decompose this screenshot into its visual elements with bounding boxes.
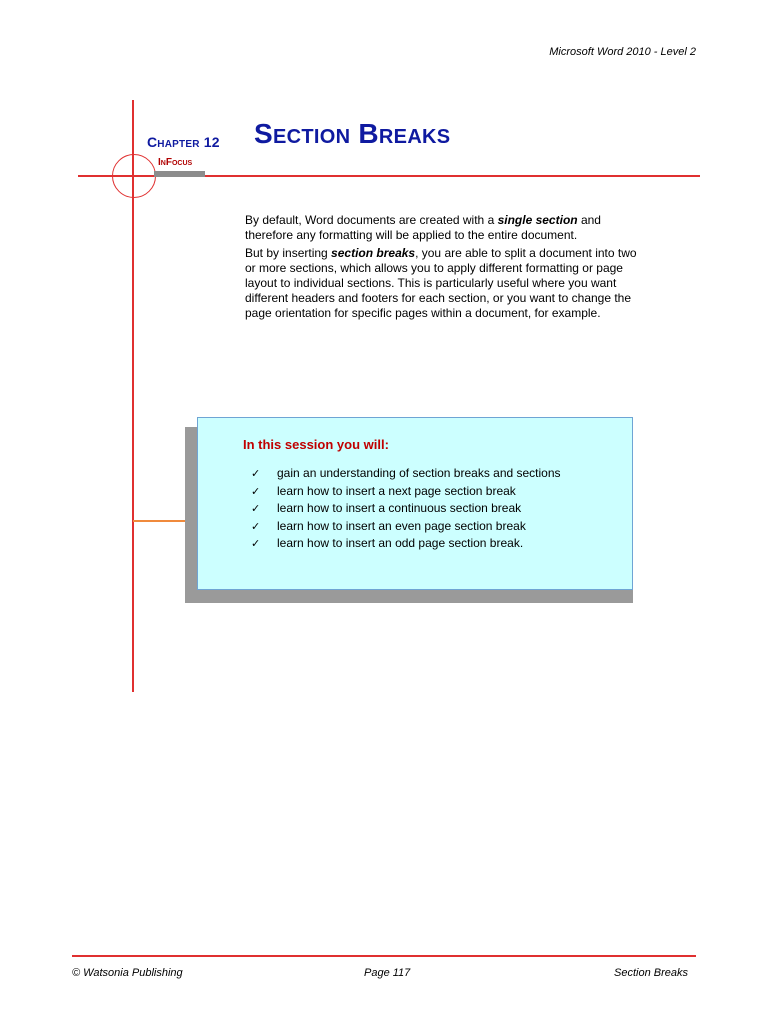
intro-p2-emphasis: section breaks — [331, 246, 416, 260]
list-item-text: learn how to insert an odd page section break. — [277, 536, 524, 550]
list-item — [251, 500, 561, 518]
session-heading: In this session you will: — [243, 437, 389, 452]
intro-p1-emphasis: single section — [497, 213, 578, 227]
intro-paragraph-2 — [245, 246, 640, 321]
footer-section-title: Section Breaks — [614, 967, 688, 979]
intro-text — [245, 213, 640, 324]
list-item — [251, 483, 561, 501]
chapter-label: Chapter 12 — [147, 134, 220, 150]
session-objectives-list — [251, 465, 561, 553]
list-item-text: learn how to insert a next page section break — [277, 483, 516, 498]
infocus-bar — [154, 171, 205, 177]
infocus-label: InFocus — [158, 157, 193, 168]
intro-p1-text-end: and therefore any formatting will be applied to the entire document. — [245, 213, 601, 242]
page-title: Section Breaks — [254, 118, 451, 149]
checkmark-icon: ✓ — [251, 484, 261, 498]
intro-p1-text: By default, Word documents are created with a — [245, 213, 498, 227]
checkmark-icon: ✓ — [251, 519, 261, 533]
footer-rule — [72, 955, 696, 957]
checkmark-icon: ✓ — [251, 502, 261, 515]
list-item-text: learn how to insert a continuous section break — [277, 501, 522, 515]
intro-paragraph-1 — [245, 213, 640, 243]
footer-page-number: Page 117 — [364, 967, 411, 979]
list-item — [251, 535, 561, 553]
checkmark-icon: ✓ — [251, 467, 261, 480]
chapter-circle-marker — [112, 154, 156, 198]
running-header: Microsoft Word 2010 - Level 2 — [549, 46, 696, 58]
list-item — [251, 465, 561, 483]
intro-p2-text-end: , you are able to split a document into two or more sections, which allows you to apply different formatting or page layout to individual sections. This is particularly useful where you want different headers and footers for each section, or you want to change the page orientation for specific pages within a document, for example. — [245, 246, 637, 320]
list-item-text: learn how to insert an even page section break — [277, 518, 526, 533]
footer-publisher: © Watsonia Publishing — [72, 967, 183, 979]
session-connector-line — [133, 520, 185, 522]
list-item — [251, 518, 561, 536]
intro-p2-text: But by inserting — [245, 246, 332, 260]
checkmark-icon: ✓ — [251, 537, 261, 550]
list-item-text: gain an understanding of section breaks and sections — [277, 466, 561, 480]
